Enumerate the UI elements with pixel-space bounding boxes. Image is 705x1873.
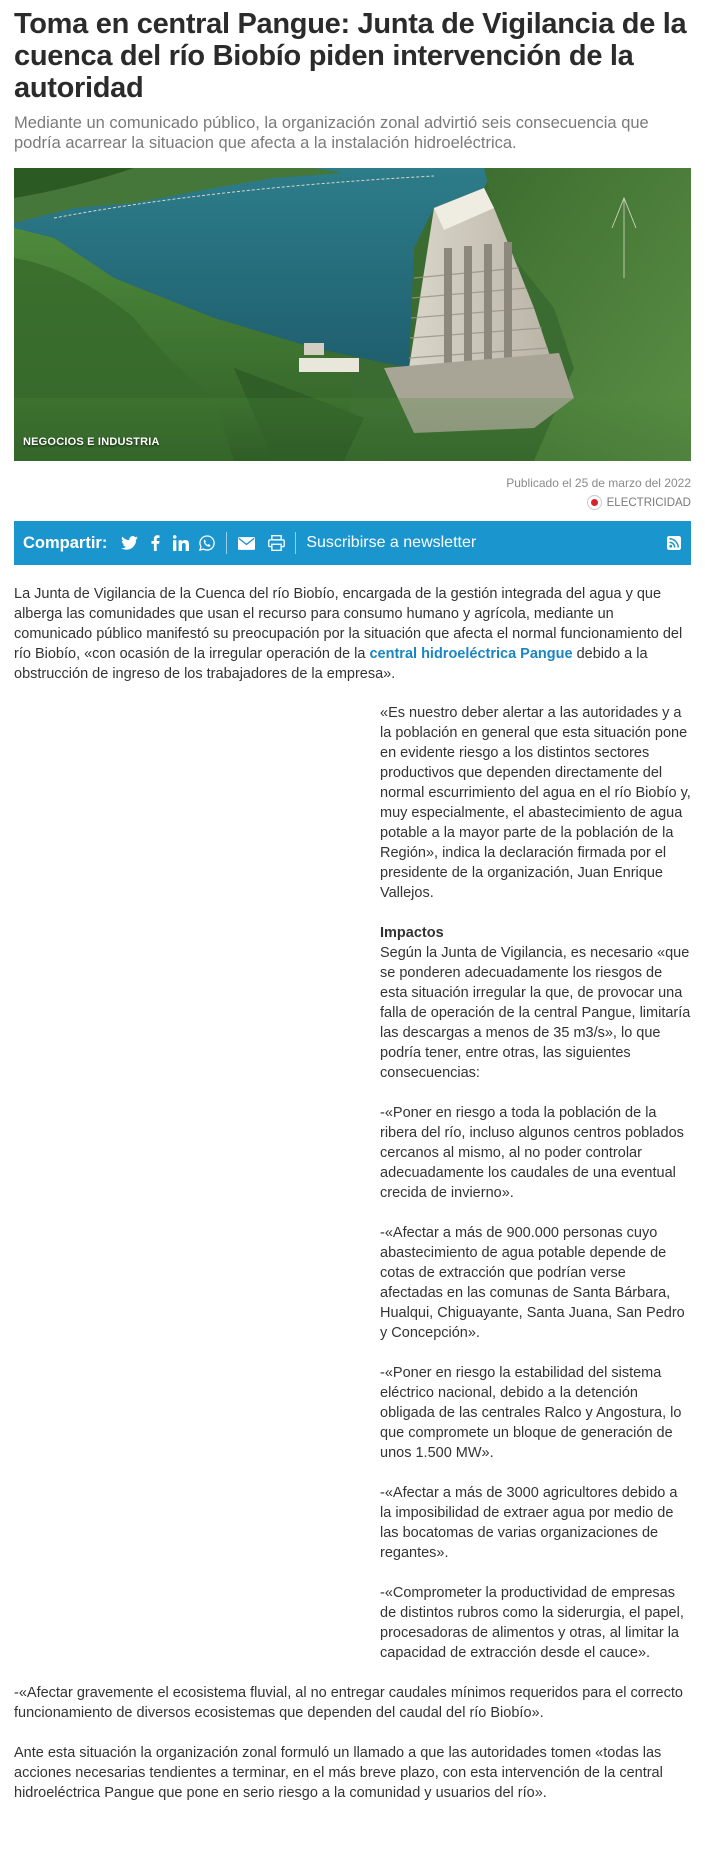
impacts-text: Según la Junta de Vigilancia, es necesario «que se ponderen adecuadamente los riesgos de esta situación irregular la que, de provocar una falla de operación de la central Pangue, limitaría las descargas a menos de 35 m3/s», lo que podría tener, entre otras, las siguientes consecuencias: xyxy=(380,945,691,1081)
consequence-full-width: -«Afectar gravemente el ecosistema fluvial, al no entregar caudales mínimos requeridos para el correcto funcionamiento de diversos ecosistemas que dependen del caudal del río Biobío». xyxy=(14,1685,683,1721)
central-pangue-link[interactable]: central hidroeléctrica Pangue xyxy=(369,646,573,662)
intro-text: La Junta de Vigilancia de la Cuenca del río Biobío, encargada de la gestión integrada del agua y que alberga las comunidades que usan el recurso para consumo humano y agrícola, mediante un comunicado público manifestó su preocupación por la situación que afecta el normal funcionamiento del río Biobío, «con ocasión de la irregular operación de la xyxy=(14,586,683,662)
rss-icon[interactable] xyxy=(666,536,681,551)
impacts-heading: Impactos xyxy=(380,925,444,941)
newsletter-link[interactable]: Suscribirse a newsletter xyxy=(306,534,477,551)
consequence-item: -«Poner en riesgo a toda la población de la ribera del río, incluso algunos centros poblados cercanos al mismo, al no poder controlar adecuadamente los caudales de una eventual crecida de invierno». xyxy=(380,1105,684,1201)
email-icon[interactable] xyxy=(237,534,255,552)
impacts-section xyxy=(380,923,691,1083)
article-title: Toma en central Pangue: Junta de Vigilancia de la cuenca del río Biobío piden intervención de la autoridad xyxy=(14,8,687,104)
separator xyxy=(295,532,296,554)
share-label: Compartir: xyxy=(23,533,108,552)
category-link[interactable] xyxy=(14,495,691,510)
hero-category-tag[interactable]: NEGOCIOS E INDUSTRIA xyxy=(23,436,160,448)
intro-text-end: debido a la obstrucción de ingreso de los trabajadores de la empresa». xyxy=(14,646,648,682)
article-subtitle: Mediante un comunicado público, la organización zonal advirtió seis consecuencia que podría acarrear la situacion que afecta a la instalación hidroeléctrica. xyxy=(14,114,649,152)
category-label: ELECTRICIDAD xyxy=(606,496,691,509)
share-bar xyxy=(14,521,691,565)
record-icon xyxy=(587,495,602,510)
consequence-item: -«Afectar a más de 3000 agricultores debido a la imposibilidad de extraer agua por medio de las bocatomas de varias organizaciones de regantes». xyxy=(380,1485,678,1561)
consequence-item: -«Afectar a más de 900.000 personas cuyo abastecimiento de agua potable depende de cotas de extracción que podrían verse afectadas en las comunas de Santa Bárbara, Hualqui, Chiguayante, Santa Juana, San Pedro y Concepción». xyxy=(380,1225,685,1341)
whatsapp-icon[interactable] xyxy=(198,534,216,552)
facebook-icon[interactable] xyxy=(146,534,164,552)
twitter-icon[interactable] xyxy=(120,534,138,552)
right-column xyxy=(380,703,691,1663)
separator xyxy=(226,532,227,554)
dam-photo xyxy=(14,168,691,461)
linkedin-icon[interactable] xyxy=(172,534,190,552)
share-icons xyxy=(120,534,216,552)
consequence-item: -«Poner en riesgo la estabilidad del sistema eléctrico nacional, debido a la detención obligada de las centrales Ralco y Angostura, lo que compromete un bloque de generación de unos 1.500 MW». xyxy=(380,1365,682,1461)
consequence-item: -«Comprometer la productividad de empresas de distintos rubros como la siderurgia, el papel, procesadoras de alimentos y otras, al limitar la capacidad de extracción desde el cauce». xyxy=(380,1585,684,1661)
closing-paragraph: Ante esta situación la organización zonal formuló un llamado a que las autoridades tomen «todas las acciones necesarias tendientes a terminar, en el más breve plazo, con esta intervención de la central hidroeléctrica Pangue que pone en serio riesgo a la comunidad y usuarios del río». xyxy=(14,1745,663,1801)
hero-image xyxy=(14,168,691,461)
published-date: Publicado el 25 de marzo del 2022 xyxy=(506,476,691,490)
intro-paragraph xyxy=(14,584,691,684)
print-icon[interactable] xyxy=(267,534,285,552)
quote-paragraph: «Es nuestro deber alertar a las autoridades y a la población en general que esta situación pone en evidente riesgo a los distintos sectores productivos que dependen directamente del normal escurrimiento del agua en el río Biobío y, muy especialmente, el abastecimiento de agua potable a la mayor parte de la población de la Región», indica la declaración firmada por el presidente de la organización, Juan Enrique Vallejos. xyxy=(380,705,691,901)
